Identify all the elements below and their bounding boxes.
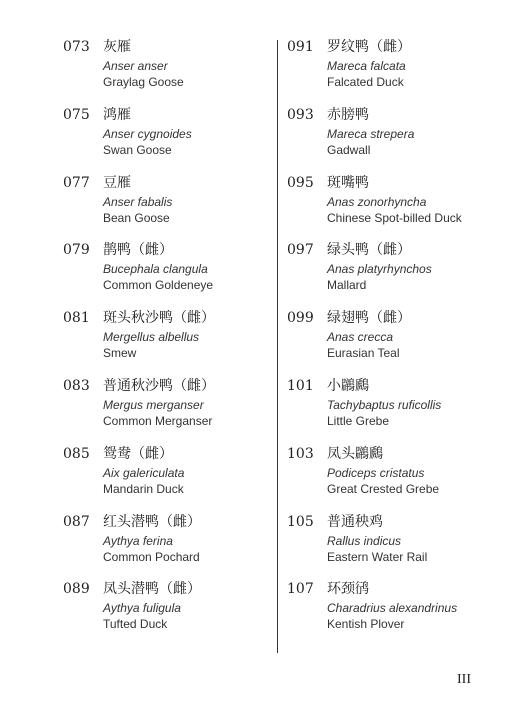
entry-english-name: Smew <box>103 346 137 361</box>
contents-entry <box>63 174 278 242</box>
entry-chinese-name: 红头潜鸭（雌） <box>103 513 201 530</box>
contents-entry <box>287 38 502 106</box>
entry-scientific-name: Anser cygnoides <box>103 126 192 141</box>
entry-page-number: 095 <box>287 174 314 191</box>
entry-page-number: 079 <box>63 242 90 259</box>
entry-page-number: 107 <box>287 581 314 598</box>
column-divider <box>277 40 278 653</box>
entry-chinese-name: 灰雁 <box>103 39 131 55</box>
entry-english-name: Tufted Duck <box>103 617 168 632</box>
entry-chinese-name: 普通秋沙鸭（雌） <box>103 377 215 394</box>
entry-chinese-name: 斑嘴鸭 <box>327 174 369 191</box>
contents-entry <box>63 38 278 106</box>
entry-page-number: 103 <box>287 445 314 462</box>
contents-entry <box>287 106 502 174</box>
entry-english-name: Eurasian Teal <box>327 346 400 361</box>
entry-scientific-name: Tachybaptus ruficollis <box>327 397 442 412</box>
entry-scientific-name: Mergellus albellus <box>103 330 200 345</box>
contents-entry <box>287 377 502 445</box>
contents-entry <box>63 309 278 377</box>
entry-chinese-name: 鹊鸭（雌） <box>103 242 173 259</box>
entry-page-number: 073 <box>63 39 90 55</box>
contents-entry <box>287 174 502 242</box>
entry-chinese-name: 环颈鸻 <box>327 581 369 598</box>
entry-scientific-name: Mareca strepera <box>327 126 415 141</box>
entry-page-number: 087 <box>63 513 90 530</box>
entry-page-number: 091 <box>287 39 314 55</box>
page-number: III <box>457 672 471 687</box>
entry-scientific-name: Aix galericulata <box>103 465 185 480</box>
contents-entry <box>287 513 502 581</box>
entry-page-number: 083 <box>63 377 90 394</box>
entry-chinese-name: 绿翅鸭（雌） <box>327 310 411 327</box>
entry-scientific-name: Aythya ferina <box>103 533 173 548</box>
entry-english-name: Gadwall <box>327 142 371 157</box>
entry-chinese-name: 凤头潜鸭（雌） <box>103 581 201 598</box>
entry-page-number: 085 <box>63 445 90 462</box>
entry-scientific-name: Aythya fuligula <box>103 601 181 616</box>
contents-column-right <box>287 38 502 648</box>
contents-entry <box>63 241 278 309</box>
entry-scientific-name: Anas crecca <box>327 330 394 345</box>
entry-english-name: Mallard <box>327 278 367 293</box>
entry-scientific-name: Charadrius alexandrinus <box>327 601 458 616</box>
entry-scientific-name: Mareca falcata <box>327 59 406 73</box>
entry-page-number: 077 <box>63 174 90 191</box>
entry-chinese-name: 凤头鸊鷉 <box>327 445 383 462</box>
contents-entry <box>63 377 278 445</box>
entry-scientific-name: Anas platyrhynchos <box>327 262 432 277</box>
entry-english-name: Falcated Duck <box>327 75 404 89</box>
entry-scientific-name: Bucephala clangula <box>103 262 208 277</box>
entry-page-number: 081 <box>63 310 90 327</box>
entry-page-number: 089 <box>63 581 90 598</box>
entry-english-name: Common Goldeneye <box>103 278 214 293</box>
entry-chinese-name: 绿头鸭（雌） <box>327 242 411 259</box>
entry-page-number: 075 <box>63 106 90 123</box>
entry-english-name: Graylag Goose <box>103 75 184 89</box>
entry-english-name: Little Grebe <box>327 413 390 428</box>
entry-english-name: Bean Goose <box>103 210 170 225</box>
contents-entry <box>287 445 502 513</box>
entry-chinese-name: 赤膀鸭 <box>327 106 369 123</box>
entry-chinese-name: 鸿雁 <box>103 106 131 123</box>
entry-scientific-name: Anser fabalis <box>103 194 173 209</box>
contents-entry <box>63 513 278 581</box>
entry-scientific-name: Podiceps cristatus <box>327 465 425 480</box>
entry-page-number: 101 <box>287 377 314 394</box>
entry-scientific-name: Anas zonorhyncha <box>327 194 427 209</box>
entry-english-name: Chinese Spot-billed Duck <box>327 210 462 225</box>
entry-english-name: Mandarin Duck <box>103 481 184 496</box>
entry-scientific-name: Mergus merganser <box>103 397 204 412</box>
entry-chinese-name: 豆雁 <box>103 174 131 191</box>
entry-english-name: Great Crested Grebe <box>327 481 440 496</box>
entry-scientific-name: Rallus indicus <box>327 533 402 548</box>
contents-column-left <box>63 38 278 648</box>
entry-english-name: Swan Goose <box>103 142 172 157</box>
entry-page-number: 099 <box>287 310 314 327</box>
entry-english-name: Common Pochard <box>103 549 200 564</box>
contents-entry <box>63 106 278 174</box>
entry-chinese-name: 普通秧鸡 <box>327 513 383 530</box>
entry-english-name: Common Merganser <box>103 413 213 428</box>
entry-page-number: 093 <box>287 106 314 123</box>
contents-entry <box>287 580 502 648</box>
contents-entry <box>63 580 278 648</box>
entry-page-number: 105 <box>287 513 314 530</box>
entry-english-name: Kentish Plover <box>327 617 405 632</box>
contents-entry <box>63 445 278 513</box>
contents-entry <box>287 309 502 377</box>
entry-chinese-name: 小鸊鷉 <box>327 377 369 394</box>
entry-chinese-name: 罗纹鸭（雌） <box>327 39 411 55</box>
entry-scientific-name: Anser anser <box>103 59 168 73</box>
entry-english-name: Eastern Water Rail <box>327 549 428 564</box>
contents-entry <box>287 241 502 309</box>
entry-page-number: 097 <box>287 242 314 259</box>
entry-chinese-name: 斑头秋沙鸭（雌） <box>103 310 215 327</box>
entry-chinese-name: 鸳鸯（雌） <box>103 445 173 462</box>
